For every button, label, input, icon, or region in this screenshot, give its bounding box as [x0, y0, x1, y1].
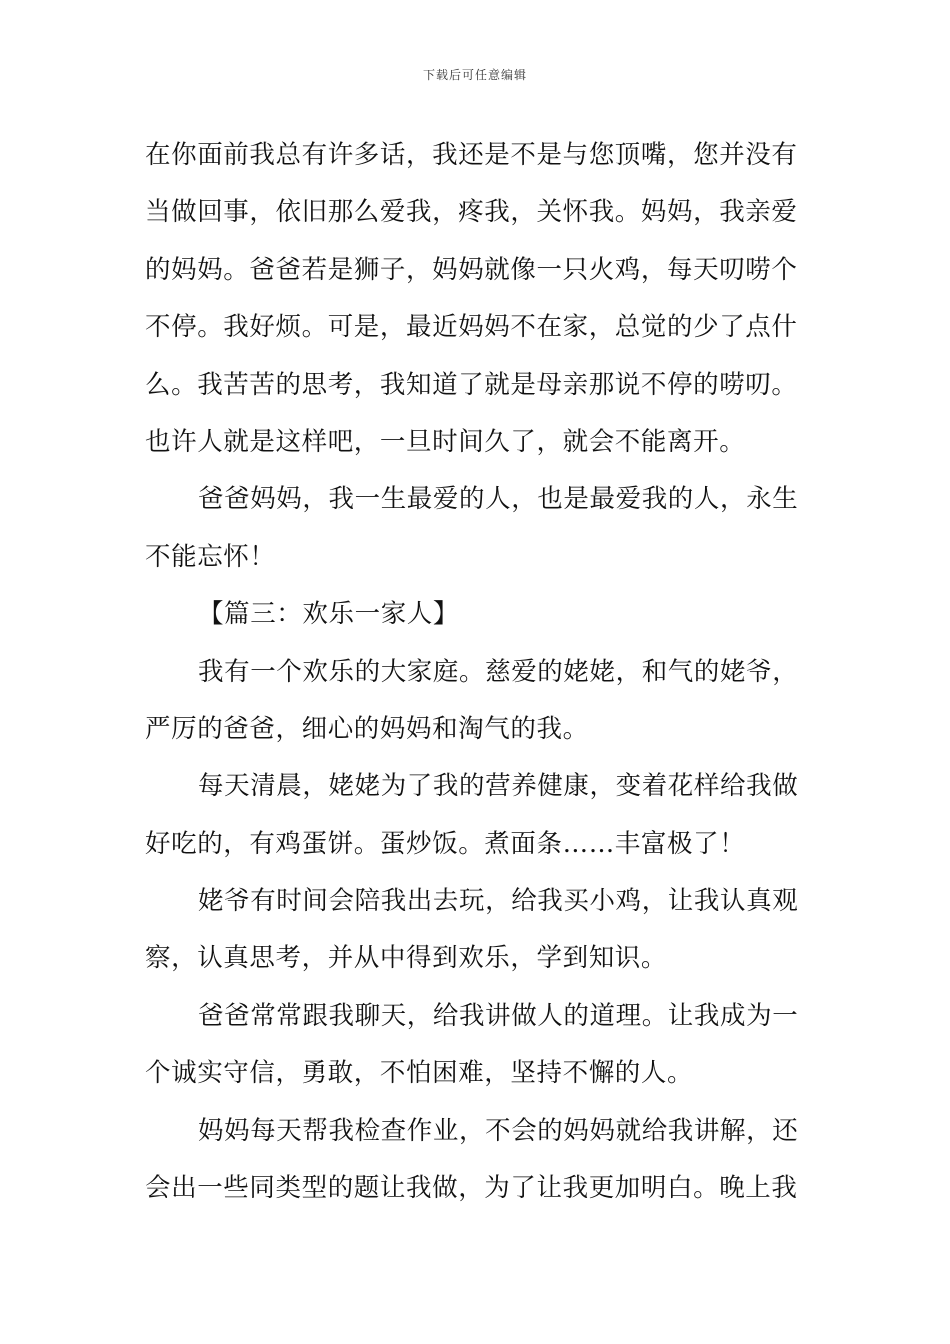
document-body [145, 127, 807, 1217]
text-line: 不能忘怀！ [145, 541, 276, 572]
text-line: 么。我苦苦的思考，我知道了就是母亲那说不停的唠叨。 [145, 369, 798, 400]
text-line: 在你面前我总有许多话，我还是不是与您顶嘴，您并没有 [145, 140, 798, 170]
text-line: 不停。我好烦。可是，最近妈妈不在家，总觉的少了点什 [145, 312, 798, 343]
section-heading: 【篇三：欢乐一家人】 [198, 599, 460, 630]
text-line: 个诚实守信，勇敢，不怕困难，坚持不懈的人。 [145, 1058, 694, 1089]
text-line: 的妈妈。爸爸若是狮子，妈妈就像一只火鸡，每天叨唠个 [145, 254, 798, 285]
text-line: 也许人就是这样吧，一旦时间久了，就会不能离开。 [145, 426, 746, 457]
text-line: 会出一些同类型的题让我做，为了让我更加明白。晚上我 [145, 1173, 798, 1204]
text-line: 我有一个欢乐的大家庭。慈爱的姥姥，和气的姥爷， [198, 656, 799, 687]
text-line: 每天清晨，姥姥为了我的营养健康，变着花样给我做 [198, 771, 799, 802]
text-line: 好吃的，有鸡蛋饼。蛋炒饭。煮面条……丰富极了！ [145, 828, 746, 859]
text-line: 爸爸常常跟我聊天，给我讲做人的道理。让我成为一 [198, 1000, 799, 1031]
text-line: 姥爷有时间会陪我出去玩，给我买小鸡，让我认真观 [198, 886, 799, 917]
header-note: 下载后可任意编辑 [422, 68, 527, 82]
text-line: 严厉的爸爸，细心的妈妈和淘气的我。 [145, 713, 589, 744]
text-line: 察，认真思考，并从中得到欢乐，学到知识。 [145, 943, 668, 974]
text-line: 爸爸妈妈，我一生最爱的人，也是最爱我的人，永生 [198, 484, 799, 515]
text-line: 妈妈每天帮我检查作业，不会的妈妈就给我讲解，还 [198, 1115, 799, 1146]
text-line: 当做回事，依旧那么爱我，疼我，关怀我。妈妈，我亲爱 [145, 197, 798, 228]
